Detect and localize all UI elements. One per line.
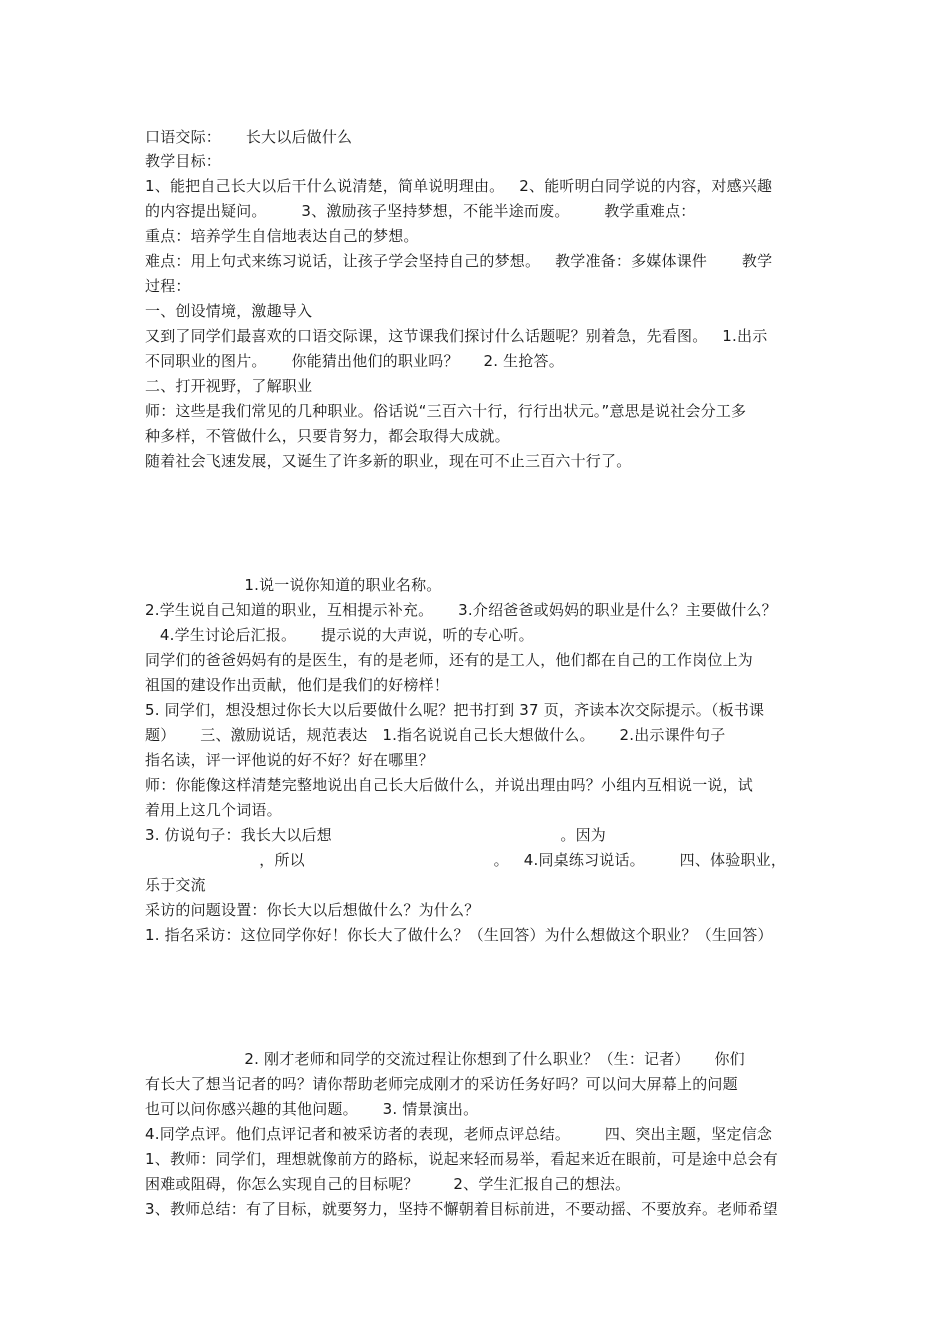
body-line: 1. 指名采访：这位同学你好！你长大了做什么？（生回答）为什么想做这个职业？（生回答）: [145, 926, 773, 944]
body-line: 重点：培养学生自信地表达自己的梦想。: [145, 227, 419, 245]
body-line: 又到了同学们最喜欢的口语交际课，这节课我们探讨什么话题呢？别着急，先看图。 1.出示: [145, 327, 768, 345]
body-line: 也可以问你感兴趣的其他问题。 3. 情景演出。: [145, 1100, 479, 1118]
lesson-title: 口语交际： 长大以后做什么: [145, 128, 353, 146]
body-line: 过程：: [145, 277, 191, 295]
body-line: 4.同学点评。他们点评记者和被采访者的表现，老师点评总结。 四、突出主题，坚定信念: [145, 1125, 773, 1143]
body-line: 1、教师：同学们，理想就像前方的路标，说起来轻而易举，看起来近在眼前，可是途中总会有: [145, 1150, 778, 1168]
body-line: 4.学生讨论后汇报。 提示说的大声说，听的专心听。: [145, 626, 534, 644]
body-line: 2.学生说自己知道的职业，互相提示补充。 3.介绍爸爸或妈妈的职业是什么？主要做什么？: [145, 601, 777, 619]
body-line: 同学们的爸爸妈妈有的是医生，有的是老师，还有的是工人，他们都在自己的工作岗位上为: [145, 651, 754, 669]
body-line: 难点：用上句式来练习说话，让孩子学会坚持自己的梦想。 教学准备：多媒体课件 教学: [145, 252, 773, 270]
section-heading: 一、创设情境，激趣导入: [145, 302, 313, 320]
body-line: 1.说一说你知道的职业名称。: [145, 576, 442, 594]
section-heading: 二、打开视野，了解职业: [145, 377, 313, 395]
body-line: 采访的问题设置：你长大以后想做什么？为什么？: [145, 901, 480, 919]
body-line: 师：你能像这样清楚完整地说出自己长大后做什么，并说出理由吗？小组内互相说一说，试: [145, 776, 754, 794]
body-line: 1、能把自己长大以后干什么说清楚，简单说明理由。 2、能听明白同学说的内容，对感兴趣: [145, 177, 773, 195]
body-line: 乐于交流: [145, 876, 206, 894]
body-line: 种多样，不管做什么，只要肯努力，都会取得大成就。: [145, 427, 510, 445]
body-line: 有长大了想当记者的吗？请你帮助老师完成刚才的采访任务好吗？可以问大屏幕上的问题: [145, 1075, 738, 1093]
body-line: 的内容提出疑问。 3、激励孩子坚持梦想，不能半途而废。 教学重难点：: [145, 202, 696, 220]
body-line: 着用上这几个词语。: [145, 801, 282, 819]
body-line: 题） 三、激励说话，规范表达 1.指名说说自己长大想做什么。 2.出示课件句子: [145, 726, 726, 744]
body-line: 3. 仿说句子：我长大以后想 。因为: [145, 826, 607, 844]
body-line: 不同职业的图片。 你能猜出他们的职业吗？ 2. 生抢答。: [145, 352, 564, 370]
body-line: 祖国的建设作出贡献，他们是我们的好榜样！: [145, 676, 450, 694]
body-line: 指名读，评一评他说的好不好？好在哪里？: [145, 751, 434, 769]
section-heading: 教学目标：: [145, 152, 222, 170]
body-line: 2. 刚才老师和同学的交流过程让你想到了什么职业？（生：记者） 你们: [145, 1050, 745, 1068]
body-line: 5. 同学们，想没想过你长大以后要做什么呢？把书打到 37 页，齐读本次交际提示。（板书课: [145, 701, 765, 719]
body-line: 随着社会飞速发展，又诞生了许多新的职业，现在可不止三百六十行了。: [145, 452, 632, 470]
body-line: 3、教师总结：有了目标，就要努力，坚持不懈朝着目标前进，不要动摇、不要放弃。老师希望: [145, 1200, 778, 1218]
body-line: 困难或阻碍，你怎么实现自己的目标呢？ 2、学生汇报自己的想法。: [145, 1175, 631, 1193]
body-line: 师：这些是我们常见的几种职业。俗话说“三百六十行，行行出状元。”意思是说社会分工多: [145, 402, 747, 420]
body-line: ，所以 。 4.同桌练习说话。 四、体验职业，: [145, 851, 787, 869]
